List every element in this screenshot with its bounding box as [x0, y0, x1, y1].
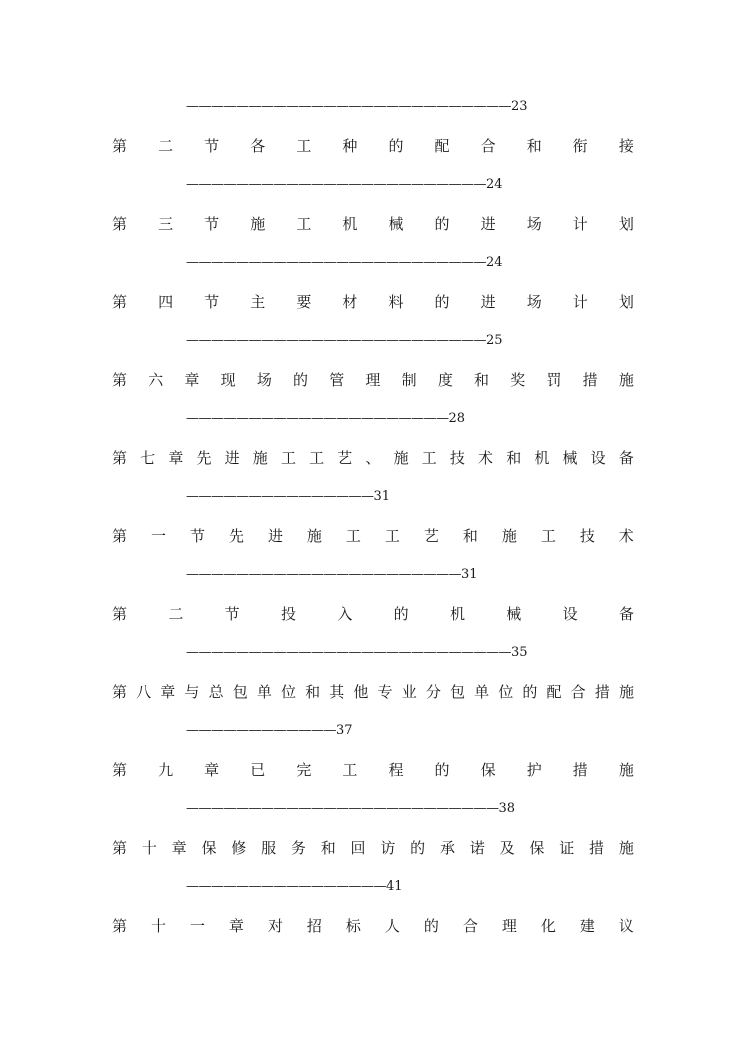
- toc-leader: [186, 408, 465, 430]
- toc-title-char: 技: [579, 527, 595, 545]
- toc-title-char: 施: [618, 371, 634, 389]
- toc-entry[interactable]: [112, 289, 634, 315]
- toc-title-char: 业: [401, 683, 417, 701]
- toc-title-char: 回: [350, 839, 366, 857]
- toc-title-char: 及: [499, 839, 515, 857]
- toc-entry-title[interactable]: [112, 289, 634, 315]
- toc-title-char: 先: [228, 527, 244, 545]
- toc-title-char: 第: [112, 293, 128, 311]
- toc-title-char: 建: [579, 917, 595, 935]
- toc-entry-title[interactable]: [112, 523, 634, 549]
- toc-title-char: 章: [171, 839, 187, 857]
- toc-title-char: 划: [618, 215, 634, 233]
- toc-title-char: 证: [559, 839, 575, 857]
- toc-title-char: 合: [462, 917, 478, 935]
- toc-title-char: 第: [112, 449, 128, 467]
- toc-title-char: 备: [618, 605, 634, 623]
- toc-title-char: 化: [540, 917, 556, 935]
- toc-title-char: 各: [250, 137, 266, 155]
- toc-leader: [186, 876, 403, 898]
- toc-title-char: 工: [421, 449, 437, 467]
- toc-entry[interactable]: [112, 757, 634, 783]
- toc-title-char: 第: [112, 605, 128, 623]
- toc-title-char: 和: [305, 683, 321, 701]
- toc-title-char: 的: [434, 293, 450, 311]
- toc-title-char: 接: [618, 137, 634, 155]
- toc-title-char: 护: [526, 761, 542, 779]
- leader-dashes: ———————————————: [186, 489, 374, 504]
- toc-leader: [186, 174, 503, 196]
- toc-title-char: 位: [280, 683, 296, 701]
- toc-title-char: 现: [220, 371, 236, 389]
- toc-title-char: 计: [572, 293, 588, 311]
- toc-title-char: 机: [342, 215, 358, 233]
- toc-entry[interactable]: [112, 367, 634, 393]
- toc-title-char: 的: [388, 137, 404, 155]
- toc-entry-title[interactable]: [112, 835, 634, 861]
- toc-title-char: 度: [437, 371, 453, 389]
- toc-title-char: 工: [309, 449, 325, 467]
- toc-title-char: 二: [158, 137, 174, 155]
- toc-entry[interactable]: [112, 913, 634, 939]
- toc-entry[interactable]: [112, 133, 634, 159]
- toc-title-char: 第: [112, 917, 128, 935]
- toc-title-char: 配: [546, 683, 562, 701]
- toc-title-char: 的: [434, 761, 450, 779]
- toc-entry-title[interactable]: [112, 913, 634, 939]
- toc-title-char: 第: [112, 761, 128, 779]
- toc-title-char: 划: [618, 293, 634, 311]
- toc-entry[interactable]: [112, 445, 634, 471]
- toc-title-char: 合: [570, 683, 586, 701]
- toc-title-char: 诺: [469, 839, 485, 857]
- toc-title-char: 工: [384, 527, 400, 545]
- toc-entry[interactable]: [112, 835, 634, 861]
- toc-title-char: 施: [618, 683, 634, 701]
- toc-entry-title[interactable]: [112, 757, 634, 783]
- toc-title-char: 理: [501, 917, 517, 935]
- toc-title-char: 进: [480, 215, 496, 233]
- toc-title-char: 机: [449, 605, 465, 623]
- toc-title-char: 节: [204, 215, 220, 233]
- toc-title-char: 和: [474, 371, 490, 389]
- toc-title-char: 施: [250, 215, 266, 233]
- leader-dashes: ————————————————————————: [186, 255, 486, 270]
- toc-title-char: 务: [290, 839, 306, 857]
- toc-leader: [186, 330, 503, 352]
- toc-title-char: 合: [480, 137, 496, 155]
- toc-entry[interactable]: [112, 211, 634, 237]
- toc-title-char: 保: [529, 839, 545, 857]
- toc-title-char: 章: [204, 761, 220, 779]
- toc-title-char: 施: [252, 449, 268, 467]
- toc-title-char: 奖: [510, 371, 526, 389]
- toc-title-char: 议: [618, 917, 634, 935]
- toc-title-char: 专: [377, 683, 393, 701]
- toc-title-char: 十: [150, 917, 166, 935]
- toc-title-char: 工: [280, 449, 296, 467]
- toc-leader: [186, 642, 528, 664]
- toc-title-char: 章: [228, 917, 244, 935]
- leader-page-number: 24: [486, 177, 503, 192]
- toc-title-char: 第: [112, 839, 128, 857]
- toc-entry-title[interactable]: [112, 367, 634, 393]
- leader-page-number: 35: [511, 645, 528, 660]
- toc-title-char: 总: [208, 683, 224, 701]
- toc-title-char: 标: [345, 917, 361, 935]
- toc-title-char: 一: [150, 527, 166, 545]
- toc-title-char: 已: [250, 761, 266, 779]
- leader-dashes: ————————————: [186, 723, 336, 738]
- toc-entry-title[interactable]: [112, 601, 634, 627]
- toc-title-char: 章: [184, 371, 200, 389]
- toc-title-char: 罚: [546, 371, 562, 389]
- leader-page-number: 31: [373, 489, 391, 504]
- leader-page-number: 31: [461, 567, 478, 582]
- toc-title-char: 节: [204, 137, 220, 155]
- toc-title-char: 十: [141, 839, 157, 857]
- toc-title-char: 机: [534, 449, 550, 467]
- toc-title-char: 和: [526, 137, 542, 155]
- toc-title-char: 计: [572, 215, 588, 233]
- toc-title-char: 进: [480, 293, 496, 311]
- toc-title-char: 入: [337, 605, 353, 623]
- toc-title-char: 工: [345, 527, 361, 545]
- toc-title-char: 要: [296, 293, 312, 311]
- toc-title-char: 术: [478, 449, 494, 467]
- toc-title-char: 与: [184, 683, 200, 701]
- leader-page-number: 41: [386, 879, 403, 894]
- toc-title-char: 理: [365, 371, 381, 389]
- leader-page-number: 24: [486, 255, 503, 270]
- toc-title-char: 材: [342, 293, 358, 311]
- leader-dashes: ——————————————————————————: [186, 99, 511, 114]
- toc-title-char: 技: [449, 449, 465, 467]
- toc-title-char: 程: [388, 761, 404, 779]
- toc-title-char: 管: [329, 371, 345, 389]
- toc-title-char: 术: [618, 527, 634, 545]
- toc-title-char: 艺: [337, 449, 353, 467]
- toc-title-char: 施: [618, 839, 634, 857]
- toc-title-char: 的: [423, 917, 439, 935]
- toc-title-char: 进: [267, 527, 283, 545]
- toc-leader: [186, 486, 390, 508]
- toc-title-char: 招: [306, 917, 322, 935]
- leader-page-number: 38: [498, 801, 516, 816]
- leader-page-number: 28: [448, 411, 466, 426]
- toc-title-char: 措: [594, 683, 610, 701]
- toc-title-char: 单: [474, 683, 490, 701]
- toc-title-char: 投: [280, 605, 296, 623]
- toc-entry[interactable]: [112, 679, 634, 705]
- leader-page-number: 25: [486, 333, 503, 348]
- toc-title-char: 章: [168, 449, 184, 467]
- toc-title-char: 的: [434, 215, 450, 233]
- toc-title-char: 的: [293, 371, 309, 389]
- toc-title-char: 二: [168, 605, 184, 623]
- toc-title-char: 艺: [423, 527, 439, 545]
- toc-title-char: 第: [112, 527, 128, 545]
- toc-entry[interactable]: [112, 523, 634, 549]
- toc-title-char: 节: [224, 605, 240, 623]
- toc-title-char: 施: [501, 527, 517, 545]
- toc-title-char: 一: [189, 917, 205, 935]
- toc-title-char: 工: [296, 137, 312, 155]
- toc-title-char: 械: [388, 215, 404, 233]
- leader-dashes: ——————————————————————: [186, 567, 461, 582]
- toc-title-char: 第: [112, 215, 128, 233]
- toc-title-char: 和: [506, 449, 522, 467]
- toc-title-char: 四: [158, 293, 174, 311]
- toc-entry-title[interactable]: [112, 445, 634, 471]
- toc-entry-title[interactable]: [112, 211, 634, 237]
- toc-leader-first: [186, 96, 528, 118]
- toc-title-char: 章: [160, 683, 176, 701]
- toc-title-char: 设: [590, 449, 606, 467]
- toc-title-char: 节: [189, 527, 205, 545]
- toc-title-char: 包: [449, 683, 465, 701]
- leader-page-number: 37: [336, 723, 353, 738]
- toc-title-char: 和: [320, 839, 336, 857]
- toc-entry[interactable]: [112, 601, 634, 627]
- leader-dashes: —————————————————————————: [186, 801, 499, 816]
- toc-title-char: 料: [388, 293, 404, 311]
- toc-title-char: 主: [250, 293, 266, 311]
- toc-title-char: 措: [589, 839, 605, 857]
- toc-title-char: 措: [582, 371, 598, 389]
- toc-title-char: 先: [196, 449, 212, 467]
- toc-title-char: 备: [618, 449, 634, 467]
- toc-leader: [186, 720, 353, 742]
- toc-title-char: 的: [410, 839, 426, 857]
- toc-leader: [186, 798, 515, 820]
- toc-title-char: 修: [231, 839, 247, 857]
- toc-title-char: 设: [562, 605, 578, 623]
- toc-title-char: 械: [562, 449, 578, 467]
- toc-title-char: 工: [342, 761, 358, 779]
- leader-dashes: ————————————————————————: [186, 177, 486, 192]
- toc-title-char: 三: [158, 215, 174, 233]
- leader-dashes: —————————————————————: [186, 411, 449, 426]
- toc-title-char: 七: [140, 449, 156, 467]
- toc-title-char: 工: [540, 527, 556, 545]
- toc-title-char: 场: [526, 215, 542, 233]
- leader-dashes: ————————————————————————: [186, 333, 486, 348]
- toc-title-char: 其: [329, 683, 345, 701]
- toc-title-char: 衔: [572, 137, 588, 155]
- toc-title-char: 单: [256, 683, 272, 701]
- toc-title-char: 节: [204, 293, 220, 311]
- toc-title-char: 第: [112, 683, 128, 701]
- toc-title-char: 制: [401, 371, 417, 389]
- toc-title-char: 服: [261, 839, 277, 857]
- leader-page-number: 23: [511, 99, 528, 114]
- toc-title-char: 施: [618, 761, 634, 779]
- toc-title-char: 保: [480, 761, 496, 779]
- toc-title-char: 、: [365, 449, 381, 467]
- toc-leader: [186, 564, 478, 586]
- toc-title-char: 进: [224, 449, 240, 467]
- toc-title-char: 第: [112, 371, 128, 389]
- toc-title-char: 分: [425, 683, 441, 701]
- toc-entry-title[interactable]: [112, 679, 634, 705]
- toc-title-char: 场: [526, 293, 542, 311]
- toc-title-char: 九: [158, 761, 174, 779]
- toc-title-char: 对: [267, 917, 283, 935]
- toc-title-char: 他: [353, 683, 369, 701]
- toc-title-char: 完: [296, 761, 312, 779]
- toc-title-char: 位: [498, 683, 514, 701]
- toc-entry-title[interactable]: [112, 133, 634, 159]
- toc-title-char: 措: [572, 761, 588, 779]
- toc-title-char: 场: [256, 371, 272, 389]
- toc-title-char: 八: [136, 683, 152, 701]
- toc-title-char: 施: [306, 527, 322, 545]
- toc-title-char: 械: [506, 605, 522, 623]
- toc-title-char: 的: [522, 683, 538, 701]
- toc-title-char: 包: [232, 683, 248, 701]
- toc-title-char: 承: [439, 839, 455, 857]
- leader-dashes: ————————————————: [186, 879, 386, 894]
- toc-title-char: 的: [393, 605, 409, 623]
- toc-title-char: 配: [434, 137, 450, 155]
- toc-title-char: 工: [296, 215, 312, 233]
- toc-title-char: 人: [384, 917, 400, 935]
- toc-leader: [186, 252, 503, 274]
- toc-title-char: 施: [393, 449, 409, 467]
- toc-title-char: 和: [462, 527, 478, 545]
- toc-title-char: 保: [201, 839, 217, 857]
- toc-title-char: 访: [380, 839, 396, 857]
- toc-title-char: 六: [148, 371, 164, 389]
- toc-title-char: 第: [112, 137, 128, 155]
- toc-title-char: 种: [342, 137, 358, 155]
- leader-dashes: ——————————————————————————: [186, 645, 511, 660]
